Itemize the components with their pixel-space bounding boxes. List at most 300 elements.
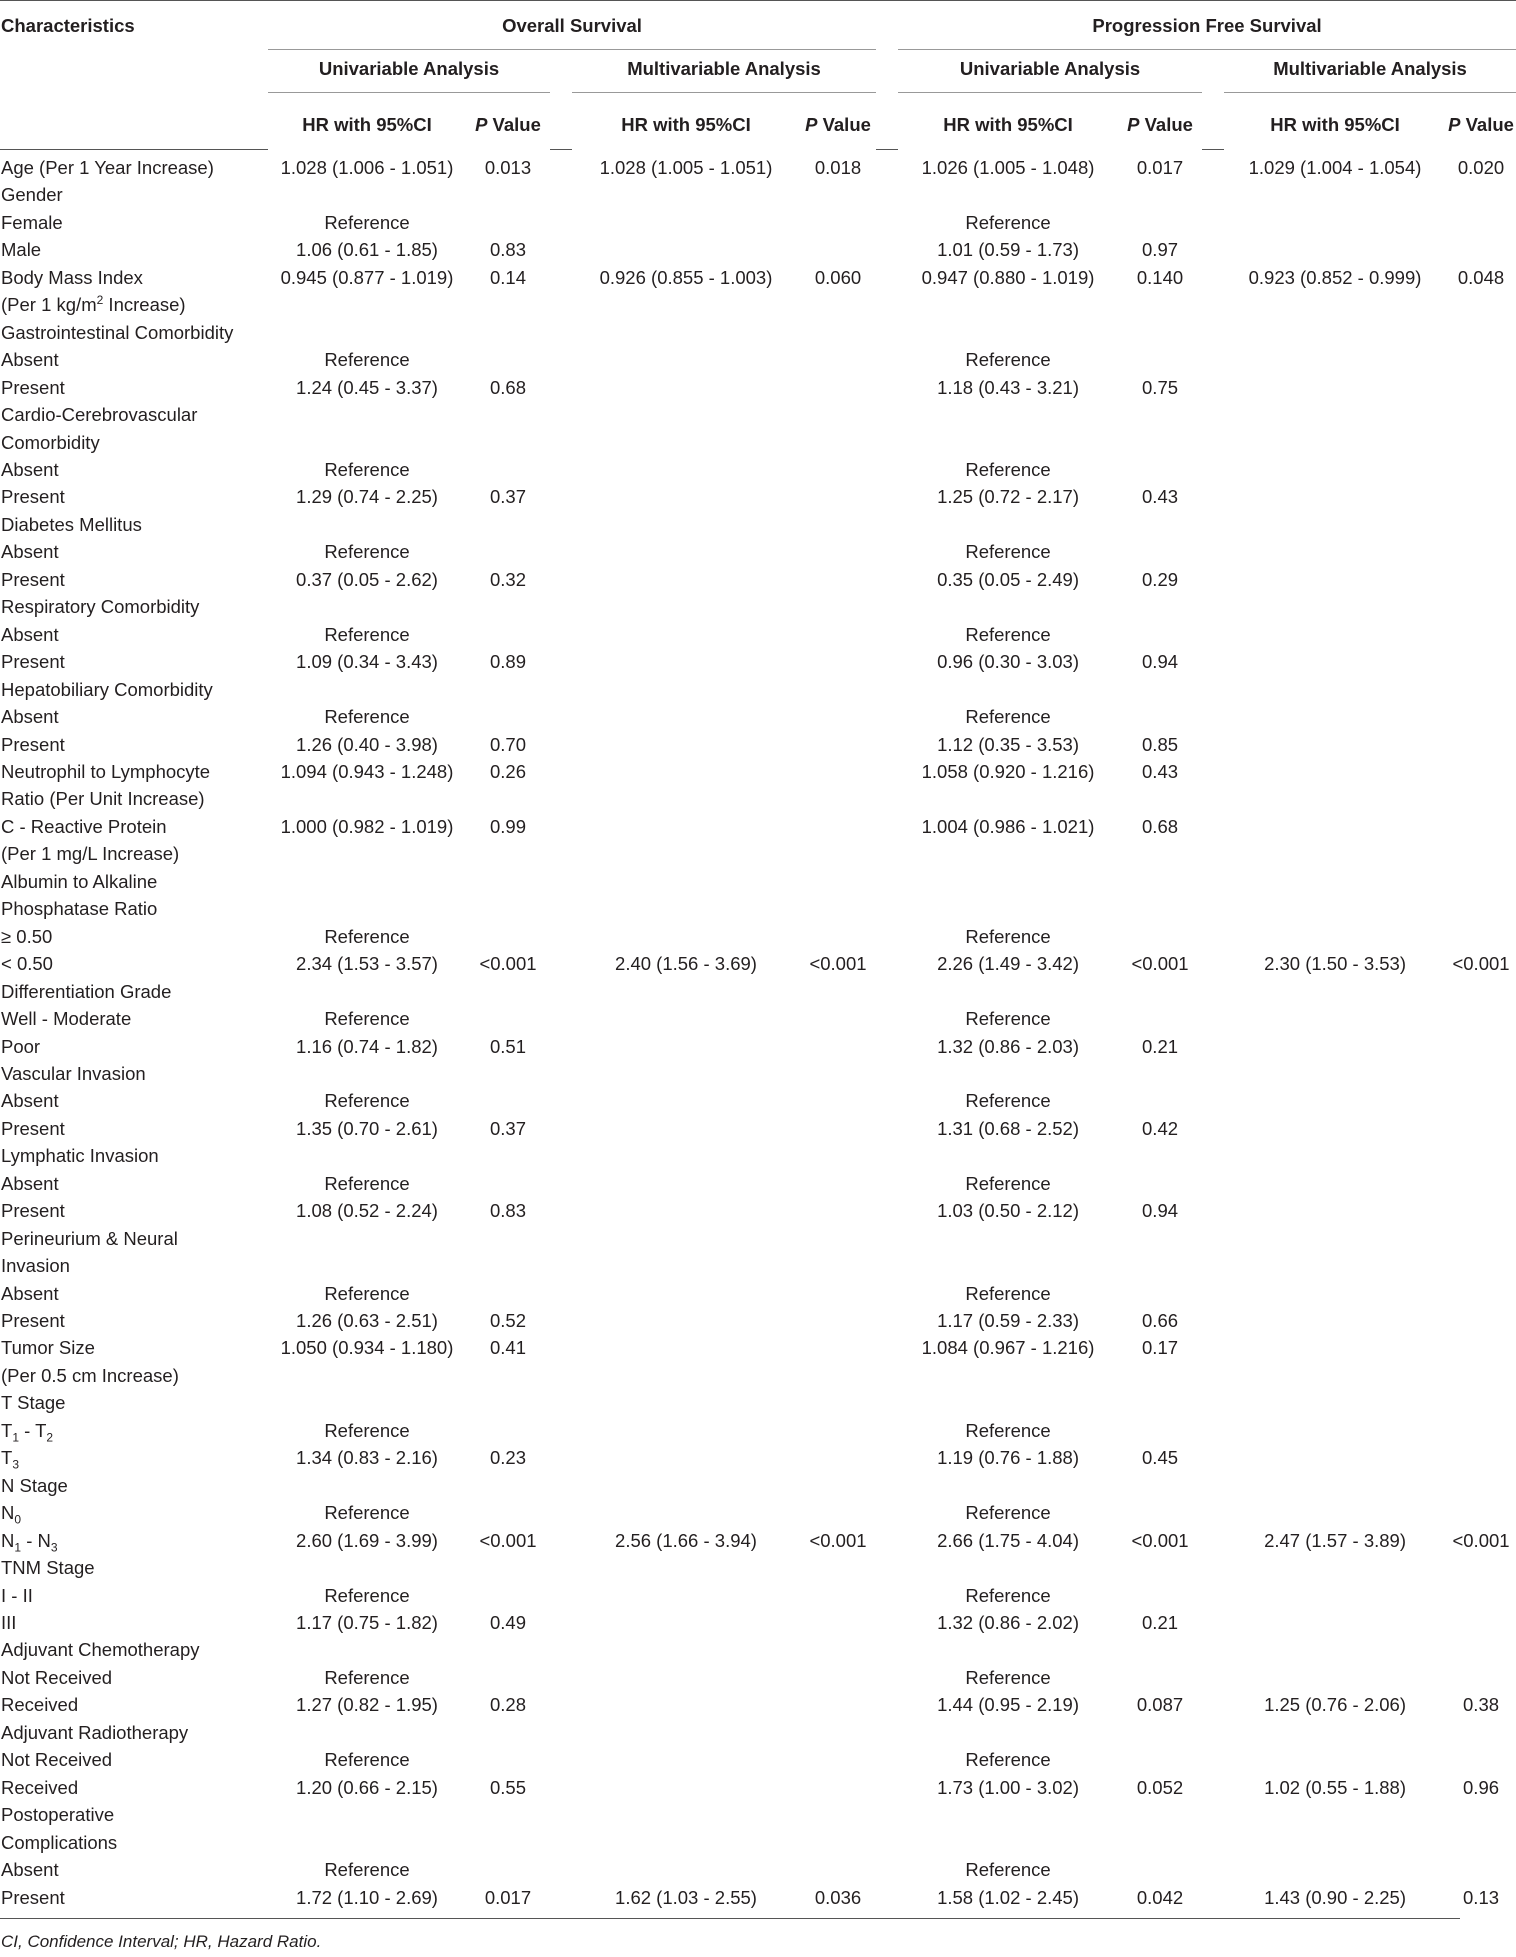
row-label: Postoperative [1, 1804, 115, 1826]
hr-cell: 1.026 (1.005 - 1.048) [921, 157, 1095, 178]
hr-cell: Reference [324, 1008, 410, 1030]
column-gap [550, 209, 572, 236]
table-row [0, 1472, 1516, 1499]
row-label: TNM Stage [1, 1557, 95, 1579]
column-gap [1202, 950, 1224, 977]
p-value-cell: 0.14 [489, 266, 526, 288]
p-value-cell [800, 1280, 876, 1307]
p-value-cell [466, 895, 550, 922]
hr-cell: 1.01 (0.59 - 1.73) [937, 239, 1079, 261]
hr-cell: Reference [965, 925, 1051, 947]
column-gap [550, 950, 572, 977]
column-gap [1202, 236, 1224, 263]
row-label: C - Reactive Protein [1, 815, 167, 837]
hr-cell: 1.16 (0.74 - 1.82) [296, 1035, 438, 1057]
header-p-value: P Value [805, 114, 871, 135]
p-value-cell [800, 1774, 876, 1801]
hr-cell [268, 1829, 466, 1856]
column-gap [876, 1801, 898, 1828]
p-value-cell [800, 511, 876, 538]
row-label: Body Mass Index [1, 266, 143, 288]
column-gap [550, 593, 572, 620]
p-value-cell [466, 923, 550, 950]
p-value-cell [466, 1087, 550, 1114]
hr-cell: Reference [324, 1749, 410, 1771]
p-value-cell [800, 1719, 876, 1746]
table-row [0, 731, 1516, 758]
hr-cell [1224, 1499, 1446, 1526]
p-value-cell [1118, 401, 1202, 428]
p-value-cell [800, 429, 876, 456]
p-value-cell [1446, 1280, 1516, 1307]
column-gap [876, 1170, 898, 1197]
column-gap [550, 1582, 572, 1609]
hr-cell [1224, 1197, 1446, 1224]
row-label: Absent [1, 1090, 59, 1112]
hr-cell: Reference [965, 1859, 1051, 1881]
header-blank [0, 50, 268, 100]
p-value-cell [1118, 895, 1202, 922]
hr-cell: Reference [324, 211, 410, 233]
table-row [0, 703, 1516, 730]
p-value-cell [800, 1746, 876, 1773]
hr-cell: 1.029 (1.004 - 1.054) [1248, 157, 1422, 178]
table-row [0, 895, 1516, 922]
hr-cell [268, 1225, 466, 1252]
p-value-cell [1446, 1609, 1516, 1636]
hr-cell [1224, 1115, 1446, 1142]
column-gap [550, 566, 572, 593]
p-value-cell [800, 1197, 876, 1224]
hr-cell [898, 1389, 1118, 1416]
p-value-cell [1446, 346, 1516, 373]
column-gap [1202, 1334, 1224, 1361]
header-p-value: P Value [1448, 114, 1514, 135]
hr-cell [1224, 648, 1446, 675]
p-value-cell [800, 319, 876, 346]
hr-cell: 1.02 (0.55 - 1.88) [1264, 1776, 1406, 1798]
row-label: Received [1, 1776, 79, 1798]
hr-cell: 0.96 (0.30 - 3.03) [937, 651, 1079, 673]
hr-cell [1224, 209, 1446, 236]
p-value-cell [1118, 1582, 1202, 1609]
row-label: Present [1, 1310, 65, 1332]
p-value-cell [800, 621, 876, 648]
hr-cell [898, 895, 1118, 922]
column-gap [1202, 895, 1224, 922]
column-gap [1202, 923, 1224, 950]
table-row [0, 1554, 1516, 1581]
hr-cell [572, 1664, 800, 1691]
hr-cell: Reference [324, 925, 410, 947]
hr-cell: Reference [324, 623, 410, 645]
row-label: Received [1, 1694, 79, 1716]
hr-cell: Reference [965, 1090, 1051, 1112]
hr-cell [572, 1829, 800, 1856]
table-row [0, 483, 1516, 510]
row-label: Hepatobiliary Comorbidity [1, 678, 213, 700]
p-value-cell [800, 1142, 876, 1169]
p-value-cell [466, 291, 550, 318]
p-value-cell [1118, 676, 1202, 703]
p-value-cell [800, 401, 876, 428]
hr-cell: Reference [324, 1584, 410, 1606]
p-value-cell [1446, 813, 1516, 840]
p-value-cell [800, 209, 876, 236]
column-gap [876, 150, 898, 181]
p-value-cell: 0.49 [489, 1612, 526, 1634]
hr-cell [1224, 483, 1446, 510]
column-gap [876, 1829, 898, 1856]
hr-cell: 1.20 (0.66 - 2.15) [296, 1776, 438, 1798]
header-gap [876, 0, 898, 50]
hr-cell: 1.18 (0.43 - 3.21) [937, 376, 1079, 398]
hr-cell [572, 1444, 800, 1471]
column-gap [1202, 483, 1224, 510]
table-row [0, 319, 1516, 346]
table-row [0, 291, 1516, 318]
p-value-cell [800, 676, 876, 703]
row-label: Gastrointestinal Comorbidity [1, 321, 234, 343]
hr-cell [898, 593, 1118, 620]
header-gap [550, 50, 572, 100]
row-label: Present [1, 376, 65, 398]
column-gap [876, 1582, 898, 1609]
table-row [0, 813, 1516, 840]
table-row [0, 1197, 1516, 1224]
p-value-cell [800, 1005, 876, 1032]
p-value-cell [1446, 1115, 1516, 1142]
p-value-cell [1446, 1582, 1516, 1609]
row-label: Differentiation Grade [1, 980, 172, 1002]
hr-cell: 1.06 (0.61 - 1.85) [296, 239, 438, 261]
p-value-cell: 0.32 [489, 568, 526, 590]
hr-cell [572, 236, 800, 263]
column-gap [1202, 150, 1224, 181]
p-value-cell [800, 593, 876, 620]
hr-cell [572, 731, 800, 758]
p-value-cell: 0.21 [1142, 1612, 1179, 1634]
hr-cell [572, 346, 800, 373]
column-gap [550, 1746, 572, 1773]
p-value-cell [800, 483, 876, 510]
column-gap [550, 1362, 572, 1389]
p-value-cell: 0.45 [1142, 1447, 1179, 1469]
table-row [0, 1280, 1516, 1307]
p-value-cell: 0.51 [489, 1035, 526, 1057]
hr-cell [572, 1582, 800, 1609]
hr-cell: 1.03 (0.50 - 2.12) [937, 1200, 1079, 1222]
column-gap [876, 1554, 898, 1581]
p-value-cell [1446, 401, 1516, 428]
p-value-cell [1446, 1664, 1516, 1691]
p-value-cell: 0.96 [1463, 1776, 1500, 1798]
p-value-cell [466, 1582, 550, 1609]
hr-cell [898, 1801, 1118, 1828]
p-value-cell [1118, 785, 1202, 812]
column-gap [876, 1417, 898, 1444]
hr-cell [898, 1225, 1118, 1252]
column-gap [1202, 1746, 1224, 1773]
p-value-cell [466, 346, 550, 373]
row-label: III [1, 1612, 17, 1634]
row-label: Not Received [1, 1749, 113, 1771]
hr-cell [1224, 374, 1446, 401]
p-value-cell [800, 346, 876, 373]
p-value-cell [466, 1005, 550, 1032]
column-gap [876, 291, 898, 318]
hr-cell [572, 593, 800, 620]
p-value-cell [800, 1115, 876, 1142]
hr-cell [1224, 676, 1446, 703]
p-value-cell [800, 1472, 876, 1499]
hr-cell: 1.32 (0.86 - 2.03) [937, 1035, 1079, 1057]
hr-cell: Reference [324, 706, 410, 728]
header-hr: HR with 95%CI [943, 114, 1073, 135]
p-value-cell [1446, 1472, 1516, 1499]
hr-cell [572, 1197, 800, 1224]
column-gap [1202, 511, 1224, 538]
row-label: Absent [1, 706, 59, 728]
column-gap [550, 291, 572, 318]
column-gap [550, 1829, 572, 1856]
hr-cell: Reference [324, 541, 410, 563]
p-value-cell: 0.37 [489, 1117, 526, 1139]
hr-cell [898, 785, 1118, 812]
hr-cell [1224, 429, 1446, 456]
column-gap [550, 1719, 572, 1746]
p-value-cell [800, 731, 876, 758]
hr-cell [572, 209, 800, 236]
column-gap [550, 1856, 572, 1883]
p-value-cell [1118, 1719, 1202, 1746]
column-gap [876, 1197, 898, 1224]
column-gap [550, 456, 572, 483]
hr-cell [572, 1417, 800, 1444]
hr-cell [898, 1829, 1118, 1856]
hr-cell [572, 1554, 800, 1581]
column-gap [876, 319, 898, 346]
p-value-cell [1446, 731, 1516, 758]
row-label: Age (Per 1 Year Increase) [1, 157, 214, 178]
column-gap [1202, 1307, 1224, 1334]
row-label: Gender [1, 184, 63, 206]
p-value-cell [800, 1252, 876, 1279]
column-gap [550, 1005, 572, 1032]
hr-cell [1224, 923, 1446, 950]
p-value-cell [1446, 1005, 1516, 1032]
table-row [0, 401, 1516, 428]
p-value-cell [800, 1609, 876, 1636]
row-label: $N_0$ [1, 1502, 22, 1527]
table-row [0, 346, 1516, 373]
hr-cell [268, 1801, 466, 1828]
row-label: Present [1, 733, 65, 755]
column-gap [876, 1362, 898, 1389]
column-gap [1202, 346, 1224, 373]
p-value-cell [466, 1389, 550, 1416]
column-gap [876, 813, 898, 840]
hr-cell [268, 181, 466, 208]
p-value-cell [466, 1280, 550, 1307]
hr-cell: 1.028 (1.005 - 1.051) [599, 157, 773, 178]
p-value-cell [466, 511, 550, 538]
table-row [0, 868, 1516, 895]
p-value-cell [1446, 648, 1516, 675]
hr-cell: 1.26 (0.63 - 2.51) [296, 1310, 438, 1332]
p-value-cell: 0.013 [484, 157, 532, 178]
column-gap [1202, 181, 1224, 208]
column-gap [1202, 538, 1224, 565]
table-row [0, 1334, 1516, 1361]
p-value-cell [466, 621, 550, 648]
column-gap [1202, 1774, 1224, 1801]
column-gap [550, 813, 572, 840]
hr-cell [572, 758, 800, 785]
hr-cell: 1.26 (0.40 - 3.98) [296, 733, 438, 755]
p-value-cell [1446, 1801, 1516, 1828]
row-label: Absent [1, 1859, 59, 1881]
p-value-cell: 0.83 [489, 239, 526, 261]
column-gap [550, 731, 572, 758]
table-row [0, 429, 1516, 456]
table-row [0, 209, 1516, 236]
hr-cell [572, 648, 800, 675]
p-value-cell [466, 181, 550, 208]
column-gap [1202, 1115, 1224, 1142]
table-row [0, 264, 1516, 291]
p-value-cell: 0.017 [484, 1886, 532, 1908]
p-value-cell [800, 1060, 876, 1087]
hr-cell [1224, 1280, 1446, 1307]
column-gap [550, 511, 572, 538]
hr-cell [268, 291, 466, 318]
column-gap [876, 181, 898, 208]
p-value-cell: 0.43 [1142, 486, 1179, 508]
hr-cell: 1.27 (0.82 - 1.95) [296, 1694, 438, 1716]
table-row [0, 538, 1516, 565]
hr-cell: 2.66 (1.75 - 4.04) [937, 1529, 1079, 1551]
header-gap [1202, 100, 1224, 150]
p-value-cell [1118, 538, 1202, 565]
hr-cell [572, 868, 800, 895]
hr-cell [572, 621, 800, 648]
header-os-univariable: Univariable Analysis [268, 50, 550, 100]
p-value-cell [1446, 621, 1516, 648]
row-label: Male [1, 239, 42, 261]
column-gap [550, 1115, 572, 1142]
column-gap [1202, 291, 1224, 318]
column-gap [550, 374, 572, 401]
column-gap [876, 758, 898, 785]
hr-cell [572, 483, 800, 510]
hr-cell [268, 1252, 466, 1279]
row-label: I - II [1, 1584, 33, 1606]
table-row [0, 840, 1516, 867]
p-value-cell [1118, 429, 1202, 456]
table-row [0, 1142, 1516, 1169]
p-value-cell [800, 566, 876, 593]
p-value-cell [1446, 676, 1516, 703]
p-value-cell [1118, 1472, 1202, 1499]
header-gap [550, 100, 572, 150]
column-gap [876, 236, 898, 263]
p-value-cell [1118, 346, 1202, 373]
row-label: Absent [1, 541, 59, 563]
row-label: Albumin to Alkaline [1, 870, 158, 892]
p-value-cell [800, 1170, 876, 1197]
p-value-cell [1446, 319, 1516, 346]
p-value-cell: 0.68 [489, 376, 526, 398]
hr-cell [268, 319, 466, 346]
column-gap [1202, 1225, 1224, 1252]
table-row [0, 1609, 1516, 1636]
column-gap [1202, 868, 1224, 895]
hr-cell [268, 895, 466, 922]
hr-cell [572, 1334, 800, 1361]
hr-cell: 2.34 (1.53 - 3.57) [296, 953, 438, 975]
p-value-cell: 0.38 [1463, 1694, 1500, 1716]
row-label: (Per 1 $kg/m^2$ Increase) [1, 293, 186, 316]
column-gap [550, 1087, 572, 1114]
hr-cell: 1.084 (0.967 - 1.216) [921, 1337, 1095, 1359]
p-value-cell: 0.140 [1136, 266, 1184, 288]
table-row [0, 1527, 1516, 1554]
table-row [0, 1829, 1516, 1856]
hr-cell [572, 1499, 800, 1526]
column-gap [550, 868, 572, 895]
column-gap [550, 1417, 572, 1444]
hr-cell [898, 1362, 1118, 1389]
column-gap [876, 950, 898, 977]
hr-cell: 1.19 (0.76 - 1.88) [937, 1447, 1079, 1469]
p-value-cell: 0.94 [1142, 1200, 1179, 1222]
hr-cell [572, 1170, 800, 1197]
table-row [0, 1444, 1516, 1471]
column-gap [876, 923, 898, 950]
p-value-cell [1446, 1033, 1516, 1060]
hr-cell [1224, 1170, 1446, 1197]
p-value-cell: 0.26 [489, 760, 526, 782]
row-label: Tumor Size [1, 1337, 95, 1359]
p-value-cell [1118, 1499, 1202, 1526]
column-gap [550, 483, 572, 510]
column-gap [876, 374, 898, 401]
p-value-cell: 0.017 [1136, 157, 1184, 178]
column-gap [1202, 1087, 1224, 1114]
hr-cell: Reference [324, 1282, 410, 1304]
hr-cell: Reference [965, 211, 1051, 233]
hr-cell: Reference [965, 1419, 1051, 1441]
hr-cell: Reference [324, 1090, 410, 1112]
header-p-value: P Value [1127, 114, 1193, 135]
column-gap [876, 1719, 898, 1746]
hr-cell [1224, 868, 1446, 895]
hr-cell [268, 1389, 466, 1416]
column-gap [1202, 1527, 1224, 1554]
table-row [0, 1719, 1516, 1746]
p-value-cell [466, 1225, 550, 1252]
hr-cell [1224, 1801, 1446, 1828]
hr-cell [572, 1362, 800, 1389]
column-gap [550, 1280, 572, 1307]
row-label: Absent [1, 623, 59, 645]
hr-cell: 1.09 (0.34 - 3.43) [296, 651, 438, 673]
p-value-cell [466, 1362, 550, 1389]
row-label: $T_3$ [1, 1447, 19, 1472]
hr-cell [1224, 346, 1446, 373]
p-value-cell [1446, 1417, 1516, 1444]
